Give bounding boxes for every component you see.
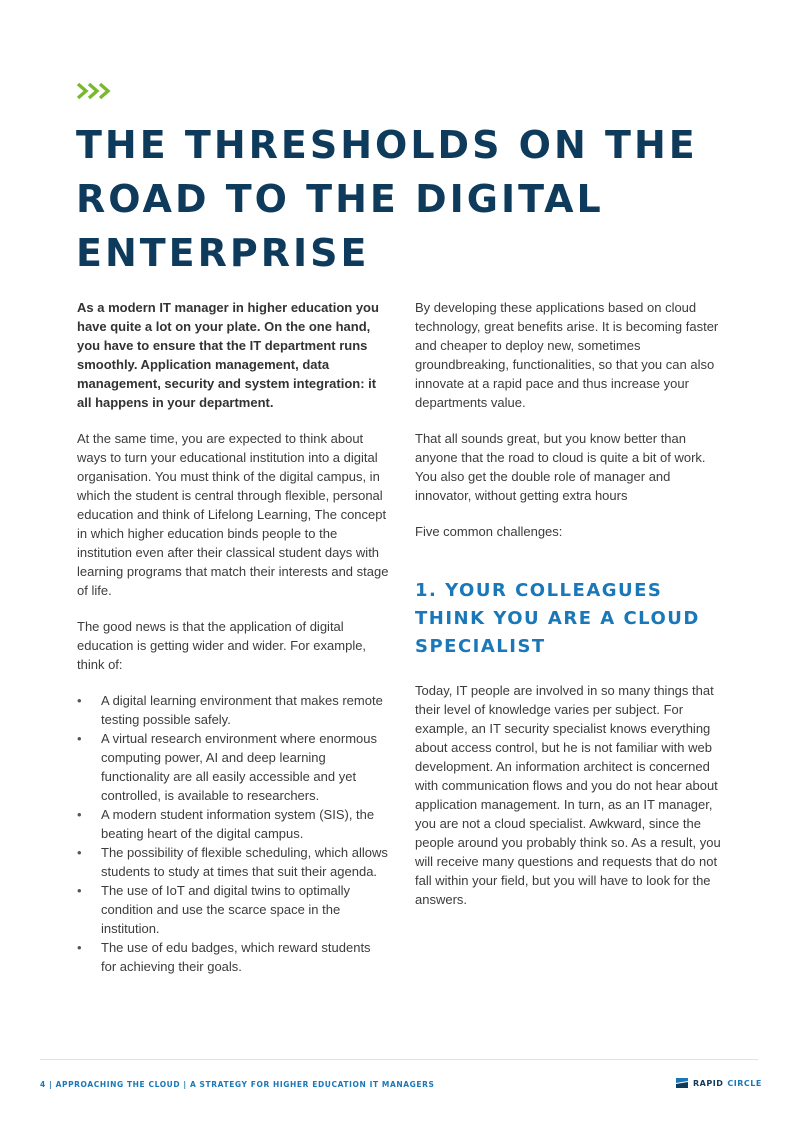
list-item: • The use of IoT and digital twins to optimally condition and use the scarce space in the institution. <box>77 881 389 938</box>
list-item: • The possibility of flexible scheduling, which allows students to study at times that suit their agenda. <box>77 843 389 881</box>
list-item: • A modern student information system (SIS), the beating heart of the digital campus. <box>77 805 389 843</box>
logo-word-rapid: RAPID <box>693 1078 724 1088</box>
page-title: THE THRESHOLDS ON THE ROAD TO THE DIGITAL ENTERPRISE <box>76 123 698 275</box>
body-paragraph: By developing these applications based on cloud technology, great benefits arise. It is becoming faster and cheaper to deploy new, sometimes groundbreaking, functionalities, so that you can also innovate at a rapid pace and thus increase your departments value. <box>415 300 719 410</box>
logo-word-circle: CIRCLE <box>727 1078 762 1088</box>
triple-chevron-right-icon <box>76 81 116 101</box>
company-logo <box>675 1075 762 1091</box>
list-item: • The use of edu badges, which reward students for achieving their goals. <box>77 938 389 976</box>
list-item: • A virtual research environment where enormous computing power, AI and deep learning functionality are all easily accessible and yet controlled, is available to researchers. <box>77 729 389 805</box>
footer-divider <box>40 1059 758 1060</box>
footer-caption: 4 | APPROACHING THE CLOUD | A STRATEGY FOR HIGHER EDUCATION IT MANAGERS <box>40 1080 435 1089</box>
intro-paragraph: As a modern IT manager in higher education you have quite a lot on your plate. On the one hand, you have to ensure that the IT department runs smoothly. Application management, data management, security and system integration: it all happens in your department. <box>77 300 379 410</box>
right-column <box>415 298 725 926</box>
section-heading: 1. YOUR COLLEAGUES THINK YOU ARE A CLOUD SPECIALIST <box>415 580 700 657</box>
body-paragraph: That all sounds great, but you know better than anyone that the road to cloud is quite a bit of work. You also get the double role of manager and innovator, without getting extra hours <box>415 431 706 503</box>
body-paragraph: The good news is that the application of digital education is getting wider and wider. For example, think of: <box>77 619 367 672</box>
rapid-circle-logo-icon <box>675 1077 689 1089</box>
left-column <box>77 298 389 976</box>
examples-list <box>77 691 389 976</box>
body-paragraph: Five common challenges: <box>415 524 563 539</box>
body-paragraph: At the same time, you are expected to think about ways to turn your educational institution into a digital organisation. You must think of the digital campus, in which the student is central through flexible, personal education and think of Lifelong Learning, The concept in which higher education binds people to the institution even after their classical student days with learning programs that match their interests and stage of life. <box>77 431 389 598</box>
list-item: • A digital learning environment that makes remote testing possible safely. <box>77 691 389 729</box>
body-paragraph: Today, IT people are involved in so many things that their level of knowledge varies per subject. For example, an IT security specialist knows everything about access control, but he is not familiar with web development. An information architect is concerned with communication flows and you do not hear about application management. In turn, as an IT manager, you are not a cloud specialist. Awkward, since the people around you probably think so. As a result, you will receive many questions and requests that do not fall within your field, but you will have to look for the answers. <box>415 683 721 907</box>
